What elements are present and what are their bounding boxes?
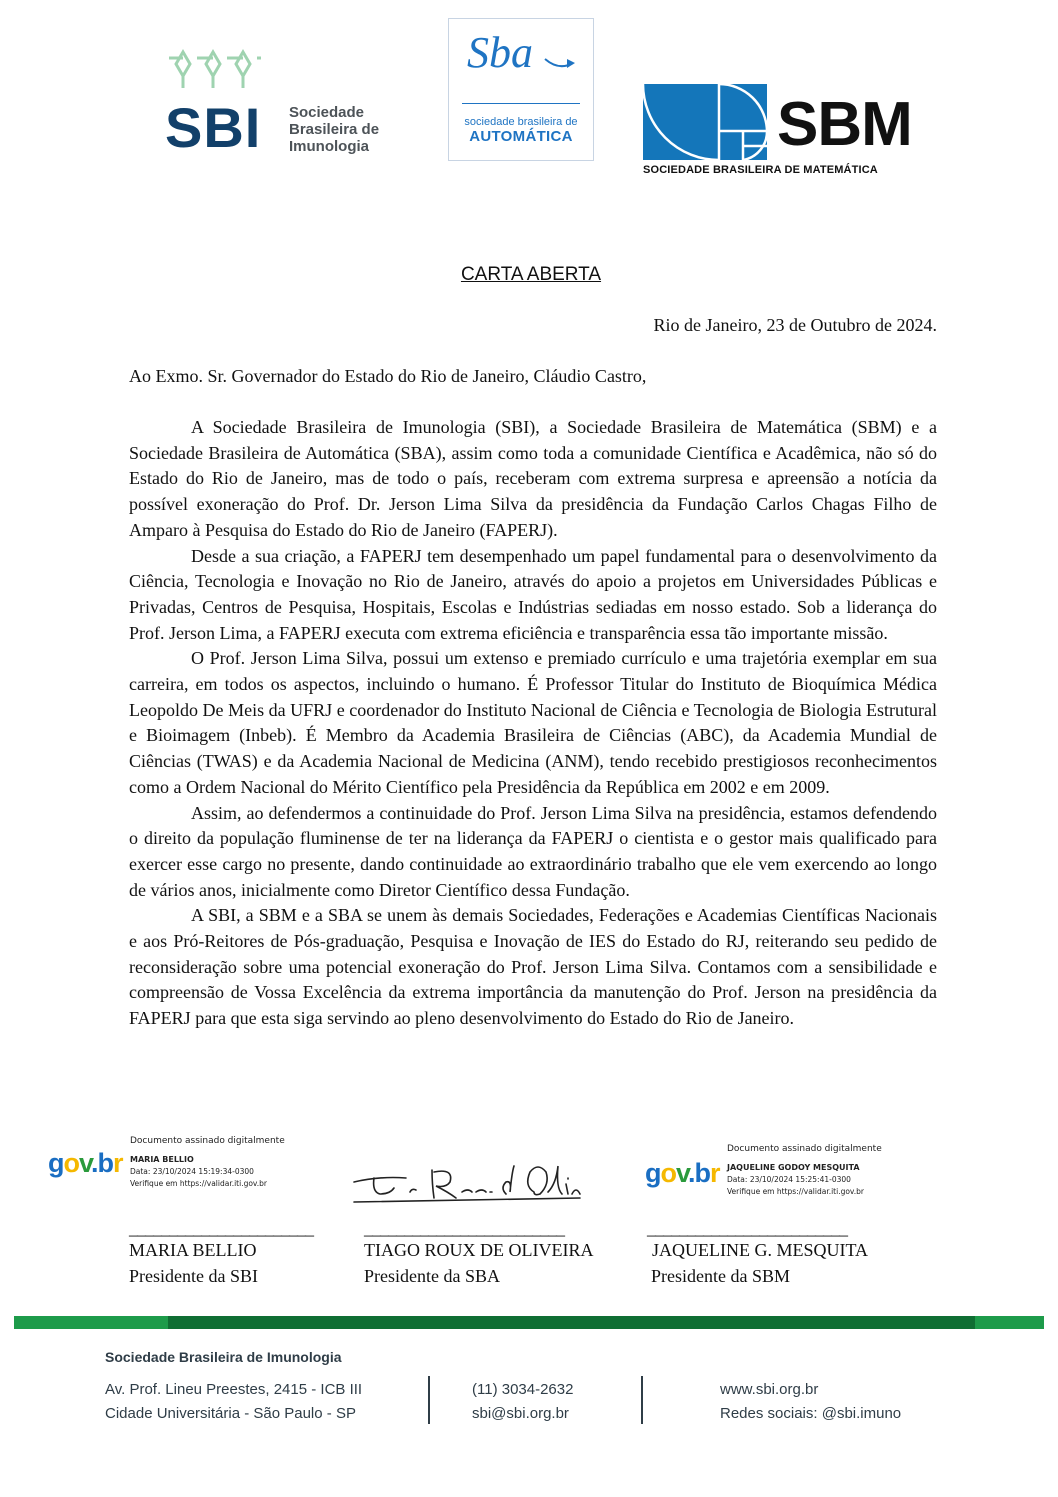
signer-name-sbi: MARIA BELLIO — [129, 1240, 257, 1260]
footer-dark-green-bar — [168, 1316, 975, 1329]
sbm-logo — [643, 84, 935, 179]
signer-name-sba: TIAGO ROUX DE OLIVEIRA — [364, 1240, 594, 1260]
stamp-date: Data: 23/10/2024 15:19:34-0300 — [130, 1167, 254, 1176]
letter-paragraph: Desde a sua criação, a FAPERJ tem desempenhado um papel fundamental para o desenvolvimento da Ciência, Tecnologia e Inovação no Rio de Janeiro, através do apoio a projetos em Universidades Públicas e Privadas, Centros de Pesquisa, Hospitais, Escolas e Indústrias sediadas em nosso estado. Sob a liderança do Prof. Jerson Lima, a FAPERJ executa com extrema eficiência e transparência essa tão importante missão. — [129, 545, 937, 643]
govbr-logo-1 — [48, 1148, 123, 1179]
govbr-logo-text: gov.br — [48, 1148, 123, 1178]
sbm-logo-abbr: SBM — [777, 90, 912, 159]
footer-phone: (11) 3034-2632 — [472, 1381, 574, 1398]
sbm-logo-name: SOCIEDADE BRASILEIRA DE MATEMÁTICA — [643, 164, 878, 176]
stamp-verify: Verifique em https://validar.iti.gov.br — [727, 1187, 865, 1196]
footer-address-line2: Cidade Universitária - São Paulo - SP — [105, 1405, 356, 1422]
sbi-logo-abbr: SBI — [165, 96, 262, 159]
signer-role-sba: Presidente da SBA — [364, 1266, 500, 1286]
sba-logo — [448, 18, 594, 161]
letter-salutation: Ao Exmo. Sr. Governador do Estado do Rio de Janeiro, Cláudio Castro, — [129, 366, 647, 386]
stamp-verify: Verifique em https://validar.iti.gov.br — [130, 1179, 268, 1188]
handwritten-signature — [350, 1158, 585, 1208]
sba-logo-mark — [449, 19, 595, 99]
sba-logo-line1: sociedade brasileira de — [464, 116, 578, 128]
govbr-logo-text: gov.br — [645, 1158, 720, 1188]
sbi-logo — [165, 48, 400, 160]
signature-line-2: _________________________ — [364, 1218, 564, 1238]
stamp-header: Documento assinado digitalmente — [727, 1144, 882, 1154]
letter-body — [129, 415, 937, 1032]
letter-paragraph: Assim, ao defendermos a continuidade do Prof. Jerson Lima Silva na presidência, estamos defendendo o direito da população fluminense de ter na liderança da FAPERJ o cientista e o gestor mais qualificado para exercer esse cargo no presente, dando continuidade ao extraordinário trabalho que ele vem exercendo ao longo de vários anos, inicialmente como Diretor Científico dessa Fundação. — [129, 802, 937, 900]
digital-signature-stamp-1 — [130, 1135, 285, 1190]
digital-signature-stamp-2 — [727, 1143, 882, 1198]
sba-logo-line2: AUTOMÁTICA — [469, 128, 573, 145]
signature-line-1: _______________________ — [129, 1218, 313, 1238]
footer-address — [105, 1378, 362, 1426]
sba-logo-script: Sba — [467, 28, 533, 77]
footer-website[interactable]: www.sbi.org.br — [720, 1381, 819, 1398]
footer-email[interactable]: sbi@sbi.org.br — [472, 1405, 569, 1422]
footer-divider — [641, 1376, 643, 1424]
footer-divider — [428, 1376, 430, 1424]
footer-contact — [472, 1378, 573, 1426]
footer-social: Redes sociais: @sbi.imuno — [720, 1405, 902, 1422]
footer-org-name: Sociedade Brasileira de Imunologia — [105, 1349, 342, 1365]
letter-paragraph: O Prof. Jerson Lima Silva, possui um extenso e premiado currículo e uma trajetória exemplar em sua carreira, em todos os aspectos, incluindo o humano. É Professor Titular do Instituto de Bioquímica Médica Leopoldo De Meis da UFRJ e coordenador do Instituto Nacional de Ciência e Tecnologia de Biologia Estrutural e Bioimagem (Inbeb). É Membro da Academia Brasileira de Ciências (ABC), da Academia Mundial de Ciências (TWAS) e da Academia Nacional de Medicina (ANM), tendo recebido prestigiosos reconhecimentos como a Ordem Nacional do Mérito Científico pela Presidência da República em 2002 e em 2009. — [129, 648, 937, 797]
signature-line-3: _________________________ — [647, 1218, 847, 1238]
letter-date: Rio de Janeiro, 23 de Outubro de 2024. — [653, 315, 937, 335]
signer-role-sbi: Presidente da SBI — [129, 1266, 258, 1286]
stamp-signer-name: MARIA BELLIO — [130, 1155, 194, 1164]
footer-address-line1: Av. Prof. Lineu Preestes, 2415 - ICB III — [105, 1381, 363, 1398]
stamp-header: Documento assinado digitalmente — [130, 1136, 285, 1146]
sbi-logo-mark — [165, 48, 265, 98]
stamp-date: Data: 23/10/2024 15:25:41-0300 — [727, 1175, 851, 1184]
footer-web — [720, 1378, 901, 1426]
sba-logo-rule — [462, 103, 580, 104]
letter-paragraph: A SBI, a SBM e a SBA se unem às demais Sociedades, Federações e Academias Científicas Nacionais e aos Pró-Reitores de Pós-graduação, Pesquisa e Inovação de IES do Estado do RJ, reiterando seu pedido de reconsideração sobre uma potencial exoneração do Prof. Jerson Lima Silva. Contamos com a sensibilidade e compreensão de Vossa Excelência da extrema importância da manutenção do Prof. Jerson na presidência da FAPERJ para que esta siga servindo ao pleno desenvolvimento do Estado do Rio de Janeiro. — [129, 905, 937, 1029]
signer-name-sbm: JAQUELINE G. MESQUITA — [652, 1240, 869, 1260]
letter-title: CARTA ABERTA — [460, 264, 602, 285]
sbm-logo-mark — [643, 84, 767, 160]
sbi-logo-name: Sociedade Brasileira de Imunologia — [289, 104, 380, 155]
stamp-signer-name: JAQUELINE GODOY MESQUITA — [727, 1163, 860, 1172]
letter-paragraph: A Sociedade Brasileira de Imunologia (SBI), a Sociedade Brasileira de Matemática (SBM) e a Sociedade Brasileira de Automática (SBA), assim como toda a comunidade Científica e Acadêmica, não só do Estado do Rio de Janeiro, mas de todo o país, receberam com extrema surpresa e apreensão a notícia da possível exoneração do Prof. Dr. Jerson Lima Silva da presidência da Fundação Carlos Chagas Filho de Amparo à Pesquisa do Estado do Rio de Janeiro (FAPERJ). — [129, 417, 937, 540]
govbr-logo-2 — [645, 1158, 720, 1189]
signer-role-sbm: Presidente da SBM — [651, 1266, 790, 1286]
